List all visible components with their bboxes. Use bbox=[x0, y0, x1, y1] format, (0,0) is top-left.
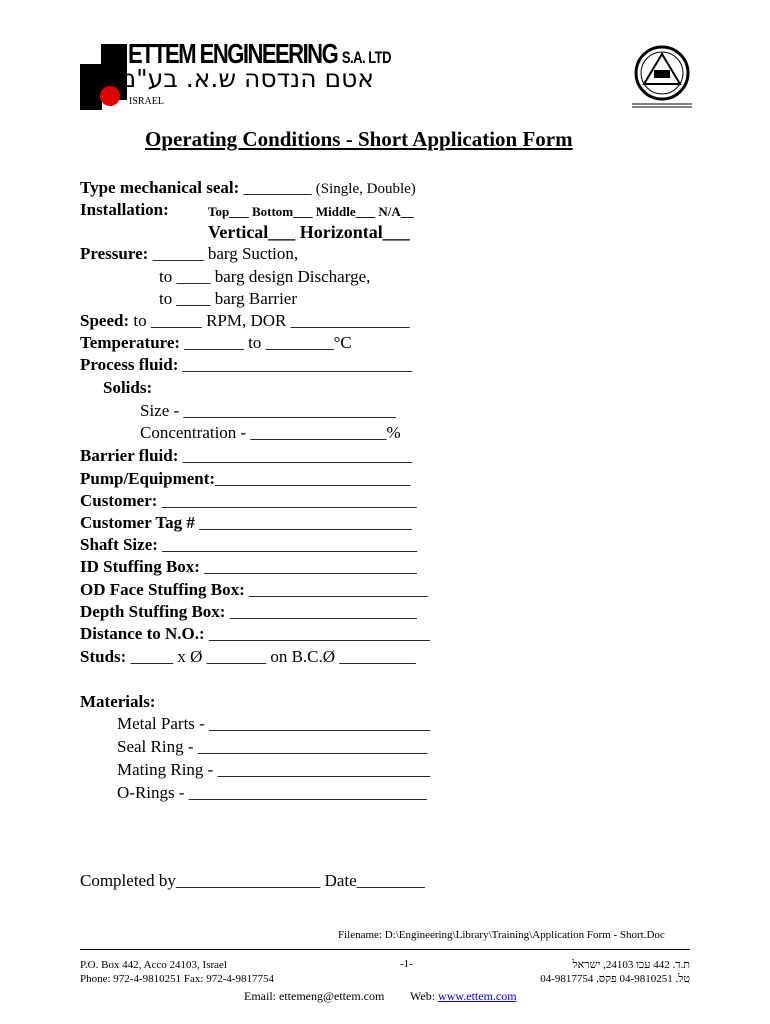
company-suffix: S.A. LTD bbox=[341, 48, 392, 67]
material-mating-ring: Mating Ring - _________________________ bbox=[117, 760, 431, 779]
materials-label: Materials: bbox=[80, 692, 156, 711]
field-customer-tag bbox=[80, 513, 412, 533]
footer-web bbox=[410, 989, 517, 1004]
pump-label: Pump/Equipment: bbox=[80, 469, 216, 488]
footer-divider bbox=[80, 949, 690, 950]
logo-block-bottom bbox=[80, 92, 98, 110]
field-id-stuffing-box bbox=[80, 557, 417, 577]
dist-label: Distance to N.O.: bbox=[80, 624, 205, 643]
studs-text: _____ x Ø _______ on B.C.Ø _________ bbox=[126, 647, 416, 666]
tag-label: Customer Tag # bbox=[80, 513, 195, 532]
footer-address-en: P.O. Box 442, Acco 24103, Israel bbox=[80, 959, 227, 971]
page-title: Operating Conditions - Short Application Form bbox=[145, 127, 573, 151]
id-label: ID Stuffing Box: bbox=[80, 557, 200, 576]
temp-label: Temperature: bbox=[80, 333, 181, 352]
material-seal-ring: Seal Ring - ___________________________ bbox=[117, 737, 428, 756]
speed-text: to ______ RPM, DOR ______________ bbox=[129, 311, 410, 330]
field-pressure bbox=[80, 244, 298, 264]
pressure-label: Pressure: bbox=[80, 244, 149, 263]
depth-label: Depth Stuffing Box: bbox=[80, 602, 226, 621]
customer-label: Customer: bbox=[80, 491, 158, 510]
field-mechanical-seal bbox=[80, 178, 416, 199]
seal-options: (Single, Double) bbox=[315, 181, 416, 197]
web-label: Web: bbox=[410, 989, 436, 1003]
shaft-text: ______________________________ bbox=[157, 535, 418, 554]
solids-label: Solids: bbox=[103, 378, 153, 397]
seal-label: Type mechanical seal: bbox=[80, 178, 240, 197]
page-number: -1- bbox=[400, 958, 413, 970]
material-metal-parts: Metal Parts - __________________________ bbox=[117, 714, 431, 733]
filename: Filename: D:\Engineering\Library\Training\Application Form - Short.Doc bbox=[338, 929, 665, 941]
temp-text: _______ to ________°C bbox=[180, 333, 352, 352]
pressure-barrier: to ____ barg Barrier bbox=[159, 289, 298, 308]
material-o-rings: O-Rings - ____________________________ bbox=[117, 783, 427, 802]
dist-text: __________________________ bbox=[204, 624, 430, 643]
company-name-hebrew: אטם הנדסה ש.א. בע"מ bbox=[119, 64, 374, 93]
field-shaft-size bbox=[80, 535, 417, 555]
pump-text: _______________________ bbox=[215, 469, 411, 488]
field-pump bbox=[80, 469, 411, 489]
footer-phone-en: Phone: 972-4-9810251 Fax: 972-4-9817754 bbox=[80, 973, 275, 985]
install-options: Top___ Bottom___ Middle___ N/A__ bbox=[208, 204, 414, 219]
barrier-text: ___________________________ bbox=[178, 446, 413, 465]
seal-blank: ________ bbox=[239, 178, 316, 197]
completed-by: Completed by_________________ Date________ bbox=[80, 871, 425, 890]
field-barrier-fluid bbox=[80, 446, 412, 466]
field-temperature bbox=[80, 333, 352, 353]
footer-address-he: ת.ד. 442 עכו 24103, ישראל bbox=[572, 959, 690, 971]
pressure-suction: ______ barg Suction, bbox=[148, 244, 299, 263]
web-link[interactable]: www.ettem.com bbox=[438, 989, 517, 1003]
process-label: Process fluid: bbox=[80, 355, 179, 374]
field-depth-stuffing-box bbox=[80, 602, 417, 622]
solids-size: Size - _________________________ bbox=[140, 401, 396, 420]
field-speed bbox=[80, 311, 410, 331]
process-text: ___________________________ bbox=[178, 355, 413, 374]
field-od-stuffing-box bbox=[80, 580, 428, 600]
tag-text: _________________________ bbox=[194, 513, 412, 532]
shaft-label: Shaft Size: bbox=[80, 535, 158, 554]
install-label: Installation: bbox=[80, 200, 169, 219]
speed-label: Speed: bbox=[80, 311, 130, 330]
solids-concentration: Concentration - ________________% bbox=[140, 423, 401, 442]
od-text: _____________________ bbox=[244, 580, 428, 599]
od-label: OD Face Stuffing Box: bbox=[80, 580, 245, 599]
footer-email: Email: ettemeng@ettem.com bbox=[244, 989, 385, 1003]
field-installation bbox=[80, 200, 169, 220]
company-name-en: ETTEM ENGINEERING bbox=[128, 38, 338, 70]
field-process-fluid bbox=[80, 355, 412, 375]
depth-text: ______________________ bbox=[225, 602, 417, 621]
id-text: _________________________ bbox=[199, 557, 417, 576]
field-distance bbox=[80, 624, 430, 644]
studs-label: Studs: bbox=[80, 647, 127, 666]
field-customer bbox=[80, 491, 417, 511]
certification-seal-icon bbox=[630, 44, 694, 110]
customer-text: ______________________________ bbox=[157, 491, 417, 510]
logo-red-dot bbox=[100, 86, 120, 106]
install-options-orientation: Vertical___ Horizontal___ bbox=[208, 222, 410, 242]
company-country: ISRAEL bbox=[129, 96, 164, 107]
barrier-label: Barrier fluid: bbox=[80, 446, 179, 465]
field-studs bbox=[80, 647, 416, 667]
footer-phone-he: טל. 04-9810251 פקס. 04-9817754 bbox=[540, 973, 690, 985]
pressure-discharge: to ____ barg design Discharge, bbox=[159, 267, 371, 286]
